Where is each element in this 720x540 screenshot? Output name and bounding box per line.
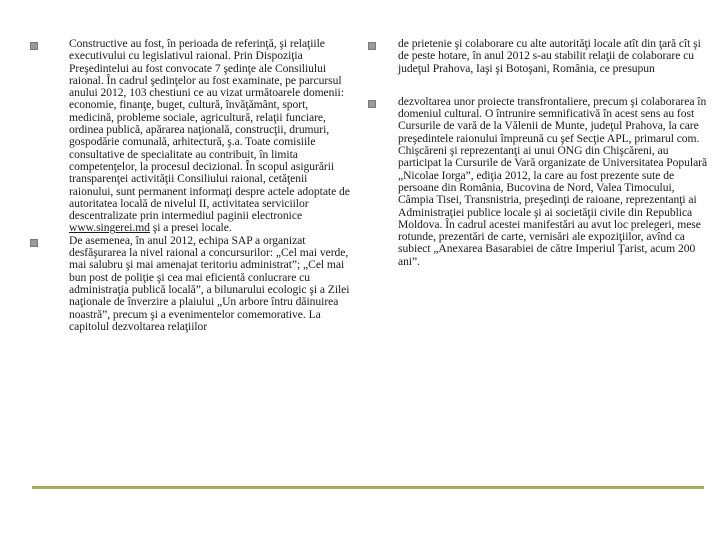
paragraph-text xyxy=(69,38,352,235)
paragraph-text: de prietenie şi colaborare cu alte autorităţi locale atît din ţară cît şi de peste hotare, în anul 2012 s-au stabilit relaţii de colaborare cu judeţul Prahova, Iaşi şi Botoşani, România, ce presupun xyxy=(398,37,701,75)
right-column xyxy=(368,38,708,268)
square-bullet-icon xyxy=(368,100,376,108)
left-column xyxy=(30,38,352,333)
bullet-item-crossborder-projects xyxy=(368,96,708,268)
paragraph-text-end: şi a presei locale. xyxy=(149,221,232,235)
bullet-item-relations-legislative xyxy=(30,38,352,235)
paragraph-text: dezvoltarea unor proiecte transfrontaliere, precum şi colaborarea în domeniul cultural. O întrunire semnificativă în acest sens au fost Cursurile de vară de la Vălenii de Munte, judeţul Prahova, la care preşedintele raionului împreună cu şef Secţie APL, primarul com. Chişcăreni şi reprezentanţi ai unui ONG din Chişcăreni, au participat la Cursurile de Vară organizate de Universitatea Populară „Nicolae Iorga”, ediţia 2012, la care au fost prezente sute de persoane din România, Bucovina de Nord, Valea Timocului, Câmpia Tisei, Transnistria, preşedinţi de raioane, reprezentanţi ai Administraţiei publice locale şi ai societăţii civile din Republica Moldova. În cadrul acestei manifestări au avut loc prelegeri, mese rotunde, prezentări de carte, vernisări ale expoziţiilor, avînd ca subiect „Anexarea Basarabiei de către Imperiul Ţarist, acum 200 ani”. xyxy=(398,94,708,268)
bullet-item-sap-contests xyxy=(30,235,352,333)
website-link[interactable]: www.singerei.md xyxy=(69,221,150,235)
footer-rule xyxy=(32,486,704,489)
square-bullet-icon xyxy=(30,42,38,50)
square-bullet-icon xyxy=(30,239,38,247)
paragraph-text: De asemenea, în anul 2012, echipa SAP a organizat desfăşurarea la nivel raional a concursurilor: „Cel mai verde, mai salubru şi mai amenajat teritoriu administrat”; „Cel mai bun post de poliţie şi cea mai eficientă conlucrare cu administraţia publică locală”, a bilunarului ecologic şi a Zilei naţionale de înverzire a plaiului „Un arbore întru dăinuirea noastră”, precum şi a evenimentelor comemorative. La capitolul dezvoltarea relaţiilor xyxy=(69,233,350,333)
bullet-item-cooperation xyxy=(368,38,708,75)
paragraph-text-start: Constructive au fost, în perioada de referinţă, şi relaţiile executivului cu legislativul raional. Prin Dispoziţia Preşedintelui au fost convocate 7 şedinţe ale Consiliului raional. În cadrul şedinţelor au fost examinate, pe parcursul anului 2012, 103 chestiuni ce au vizat următoarele domenii: economie, finanţe, buget, cultură, învăţământ, sport, medicină, probleme sociale, agricultură, relaţii funciare, ordinea publică, apărarea naţională, construcţii, drumuri, gospodărie comunală, arhitectură, ş.a. Toate comisiile consultative de specialitate au contribuit, în limita competenţelor, la procesul decizional. În scopul asigurării transparenţei activităţii Consiliului raional, cetăţenii raionului, sunt permanent informaţi despre actele adoptate de autoritatea locală de nivelul II, activitatea serviciilor descentralizate prin intermediul paginii electronice xyxy=(69,37,350,223)
square-bullet-icon xyxy=(368,42,376,50)
